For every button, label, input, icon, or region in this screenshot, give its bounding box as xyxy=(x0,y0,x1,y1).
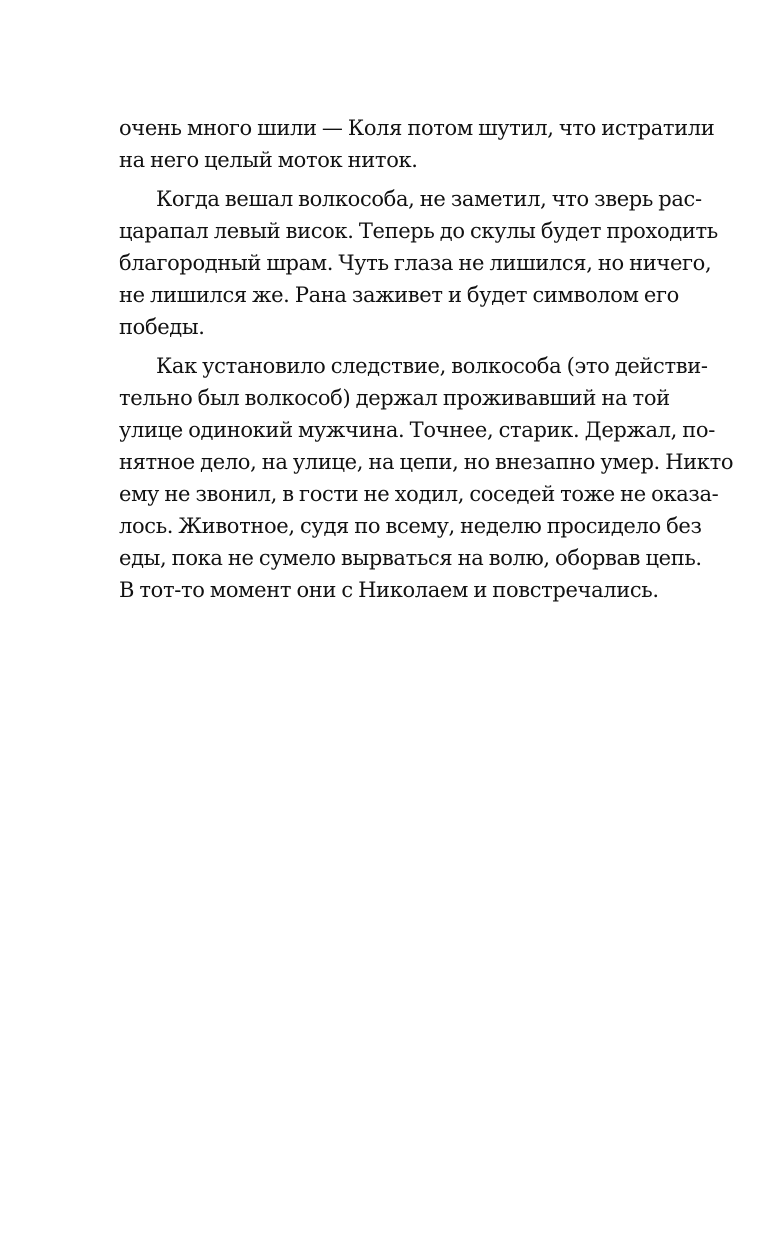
text-line: победы. xyxy=(119,315,205,339)
paragraph-2 xyxy=(119,183,718,343)
text-line: В тот-то момент они с Николаем и повстречались. xyxy=(119,578,659,602)
text-line: улице одинокий мужчина. Точнее, старик. Держал, по- xyxy=(119,418,715,442)
text-line: нятное дело, на улице, на цепи, но внезапно умер. Никто xyxy=(119,450,734,474)
text-line: лось. Животное, судя по всему, неделю просидело без xyxy=(119,514,702,538)
text-line: Как установило следствие, волкособа (это действи- xyxy=(156,354,708,378)
paragraph-1 xyxy=(119,112,715,176)
body-text xyxy=(119,112,734,606)
text-line: тельно был волкособ) держал проживавший на той xyxy=(119,386,670,410)
text-line: на него целый моток ниток. xyxy=(119,148,418,172)
text-line: еды, пока не сумело вырваться на волю, оборвав цепь. xyxy=(119,546,702,570)
text-line: благородный шрам. Чуть глаза не лишился, но ничего, xyxy=(119,251,712,275)
text-line: очень много шили — Коля потом шутил, что истратили xyxy=(119,116,715,140)
paragraph-3 xyxy=(119,350,734,606)
text-line: царапал левый висок. Теперь до скулы будет проходить xyxy=(119,219,718,243)
text-line: ему не звонил, в гости не ходил, соседей тоже не оказа- xyxy=(119,482,719,506)
text-line: Когда вешал волкособа, не заметил, что зверь рас- xyxy=(156,187,702,211)
text-line: не лишился же. Рана заживет и будет символом его xyxy=(119,283,679,307)
